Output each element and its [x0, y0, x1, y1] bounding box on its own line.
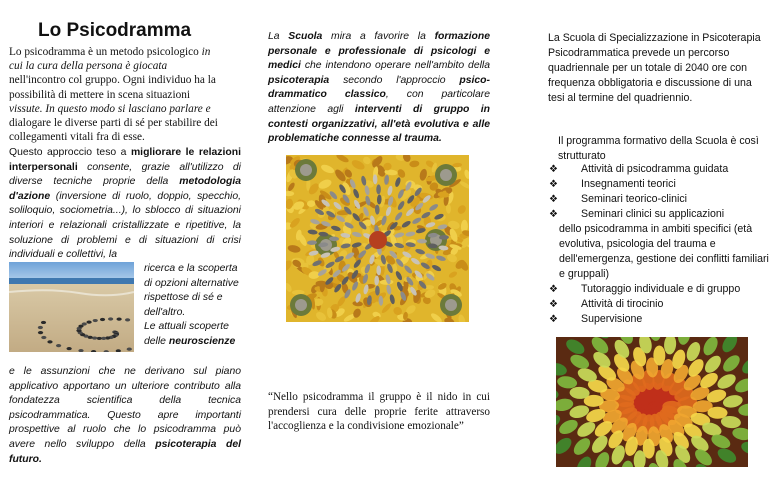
- diamond-bullet-icon: ❖: [549, 314, 558, 325]
- diamond-bullet-icon: ❖: [549, 299, 558, 310]
- list-item: ❖ Insegnamenti teorici: [549, 178, 676, 190]
- program-heading: Il programma formativo della Scuola è così strutturato: [558, 135, 759, 162]
- diamond-bullet-icon: ❖: [549, 284, 558, 295]
- stone-mandala-image: [286, 155, 469, 322]
- list-item: ❖ Seminari clinici su applicazioni: [549, 208, 725, 220]
- diamond-bullet-icon: ❖: [549, 194, 558, 205]
- list-item: ❖ Seminari teorico-clinici: [549, 193, 687, 205]
- list-item: ❖ Tutoraggio individuale e di gruppo: [549, 283, 741, 295]
- school-paragraph: La Scuola mira a favorire la formazione personale e professionale di psicologi e medici che intendono operare nell'ambito della psicoterapia secondo l'approccio psico-drammatico classico, con particolare attenzione agli interventi di gruppo in contesti organizzativi, all'età evolutiva e alle problematiche connesse al trauma.: [268, 31, 490, 145]
- discovery-paragraph: ricerca e la scoperta di opzioni alternative rispettose di sé e dell'altro. Le attuali scoperte delle neuroscienze: [144, 263, 239, 347]
- diamond-bullet-icon: ❖: [549, 164, 558, 175]
- diamond-bullet-icon: ❖: [549, 209, 558, 220]
- list-item: ❖ Attività di tirocinio: [549, 298, 664, 310]
- program-intro: La Scuola di Specializzazione in Psicoterapia Psicodrammatica prevede un percorso quadriennale per un totale di 2040 ore con frequenza obbligatoria e discussione di una tesi al termine del quadriennio.: [548, 32, 761, 104]
- list-item: ❖ Attività di psicodramma guidata: [549, 163, 729, 175]
- neuroscience-paragraph: e le assunzioni che ne derivano sul piano applicativo apportano un ulteriore contributo alla fondatezza scientifica della tecnica psicodrammatica. Questo apre importanti prospettive al ruolo che lo psicodramma può avere nello sviluppo della psicoterapia del futuro.: [9, 366, 241, 465]
- quote: “Nello psicodramma il gruppo è il nido in cui prendersi cura delle proprie ferite attraverso l'accoglienza e la condivisione emozionale”: [268, 391, 490, 432]
- intro-paragraph: Lo psicodramma è un metodo psicologico in cui la cura della persona è giocata nell'incontro col gruppo. Ogni individuo ha la possibilità di mettere in scena situazioni vissute. In questo modo si lasciano parlare e dialogare le diverse parti di sé per stabilire dei collegamenti vitali fra di esse.: [9, 46, 218, 144]
- approach-paragraph: Questo approccio teso a migliorare le relazioni interpersonali consente, grazie all'utilizzo di diverse tecniche proprie della metodologia d'azione (inversione di ruolo, doppio, specchio, soliloquio, sociometria...), lo sblocco di situazioni interiori e relazionali cristallizzate e ripetitive, la soluzione di problemi e di situazioni di crisi individuali e collettivi, la: [9, 147, 241, 261]
- beach-spiral-image: [9, 262, 134, 352]
- list-item: ❖ Supervisione: [549, 313, 643, 325]
- program-list: [549, 162, 770, 327]
- list-item-continuation: dello psicodramma in ambiti specifici (età evolutiva, psicologia del trauma e dell'emergenza, gestione dei conflitti familiari e gruppali): [559, 223, 769, 280]
- leaves-spiral-image: [556, 337, 748, 467]
- diamond-bullet-icon: ❖: [549, 179, 558, 190]
- page-title: Lo Psicodramma: [38, 20, 192, 41]
